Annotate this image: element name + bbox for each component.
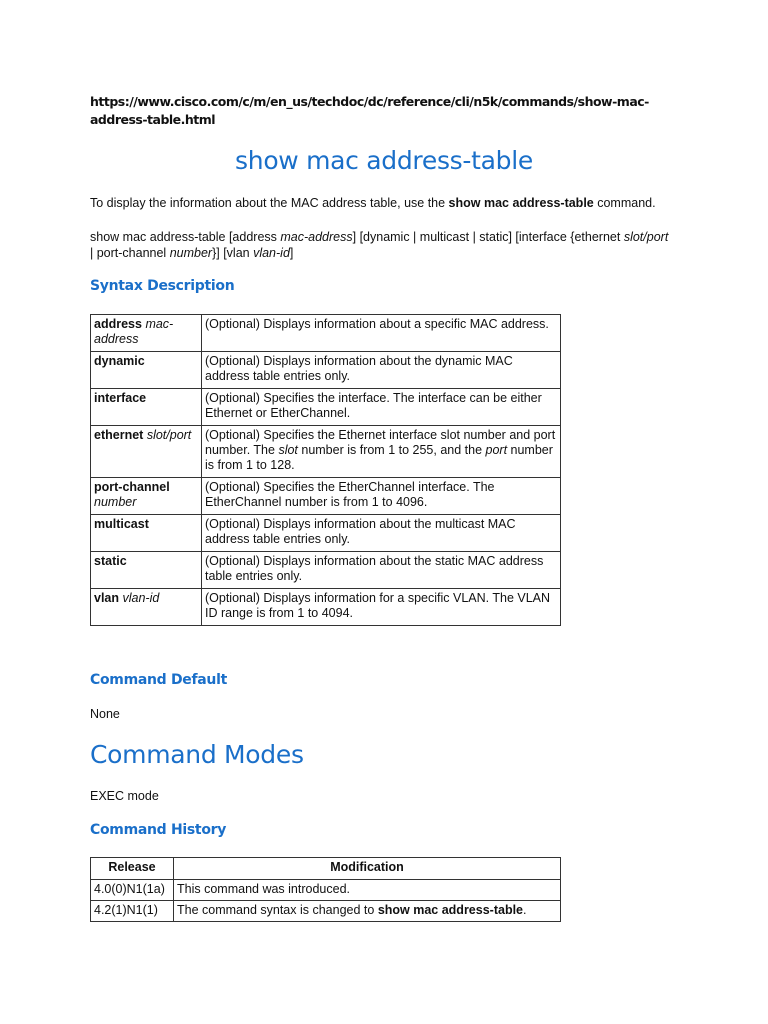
syntax-part: | port-channel [90, 246, 170, 260]
table-row [91, 515, 561, 552]
keyword-cell [91, 515, 202, 552]
description-cell: (Optional) Displays information about the dynamic MAC address table entries only. [202, 352, 561, 389]
command-history-heading: Command History [90, 822, 227, 838]
syntax-part: ] [dynamic | multicast | static] [interface {ethernet [352, 230, 624, 244]
keyword: interface [94, 391, 147, 405]
modification-text: This command was introduced. [177, 882, 350, 896]
description-cell: (Optional) Displays information about the multicast MAC address table entries only. [202, 515, 561, 552]
table-row [91, 389, 561, 426]
intro-text: To display the information about the MAC address table, use the [90, 196, 449, 210]
description-cell: (Optional) Displays information for a specific VLAN. The VLAN ID range is from 1 to 4094. [202, 589, 561, 626]
keyword-cell [91, 589, 202, 626]
table-row [91, 478, 561, 515]
desc-text: number is from 1 to 128. [205, 443, 553, 472]
keyword-cell [91, 389, 202, 426]
keyword: dynamic [94, 354, 145, 368]
command-history-table [90, 857, 561, 922]
keyword-arg: number [94, 495, 137, 509]
keyword: ethernet [94, 428, 144, 442]
syntax-arg: number [169, 246, 213, 260]
page-title: show mac address-table [235, 146, 533, 175]
command-syntax [90, 229, 670, 261]
keyword-cell [91, 352, 202, 389]
release-cell: 4.0(0)N1(1a) [91, 880, 174, 901]
table-row [91, 589, 561, 626]
keyword: port-channel [94, 480, 170, 494]
release-cell: 4.2(1)N1(1) [91, 901, 174, 922]
description-cell: (Optional) Displays information about the static MAC address table entries only. [202, 552, 561, 589]
keyword-cell [91, 478, 202, 515]
keyword: static [94, 554, 127, 568]
syntax-arg: vlan-id [253, 246, 290, 260]
command-default-value: None [90, 707, 120, 721]
table-row [91, 426, 561, 478]
intro-text-end: command. [593, 196, 656, 210]
keyword: address [94, 317, 142, 331]
keyword-cell [91, 426, 202, 478]
keyword-arg: vlan-id [122, 591, 160, 605]
command-modes-heading: Command Modes [90, 740, 304, 769]
modification-text-end: . [523, 903, 527, 917]
desc-arg: port [485, 443, 508, 457]
table-row [91, 901, 561, 922]
table-header-row [91, 858, 561, 880]
modification-command: show mac address-table [377, 903, 524, 917]
syntax-part: }] [vlan [212, 246, 254, 260]
desc-text: (Optional) Specifies the Ethernet interface slot number and port number. The [205, 428, 556, 457]
syntax-arg: mac-address [280, 230, 353, 244]
keyword: vlan [94, 591, 120, 605]
table-row [91, 315, 561, 352]
keyword: multicast [94, 517, 149, 531]
keyword-cell [91, 552, 202, 589]
column-header-modification: Modification [174, 858, 561, 880]
syntax-description-heading: Syntax Description [90, 278, 235, 294]
intro-paragraph [90, 195, 656, 211]
command-default-heading: Command Default [90, 672, 227, 688]
description-cell: (Optional) Displays information about a specific MAC address. [202, 315, 561, 352]
syntax-part: show mac address-table [address [90, 230, 281, 244]
table-row [91, 352, 561, 389]
keyword-arg: slot/port [146, 428, 192, 442]
keyword-arg: mac-address [94, 317, 174, 346]
modification-cell [174, 901, 561, 922]
command-modes-value: EXEC mode [90, 789, 159, 803]
table-row [91, 880, 561, 901]
intro-command: show mac address-table [448, 196, 594, 210]
source-url[interactable]: https://www.cisco.com/c/m/en_us/techdoc/dc/reference/cli/n5k/commands/show-mac-address-table.html [90, 94, 649, 127]
column-header-release: Release [91, 858, 174, 880]
description-cell: (Optional) Specifies the interface. The interface can be either Ethernet or EtherChannel. [202, 389, 561, 426]
table-row [91, 552, 561, 589]
syntax-arg: slot/port [623, 230, 669, 244]
keyword-cell [91, 315, 202, 352]
desc-text: number is from 1 to 255, and the [297, 443, 486, 457]
modification-text: The command syntax is changed to [177, 903, 378, 917]
description-cell [202, 426, 561, 478]
desc-arg: slot [278, 443, 298, 457]
description-cell: (Optional) Specifies the EtherChannel interface. The EtherChannel number is from 1 to 4096. [202, 478, 561, 515]
syntax-part: ] [289, 246, 294, 260]
modification-cell [174, 880, 561, 901]
syntax-description-table [90, 314, 561, 626]
